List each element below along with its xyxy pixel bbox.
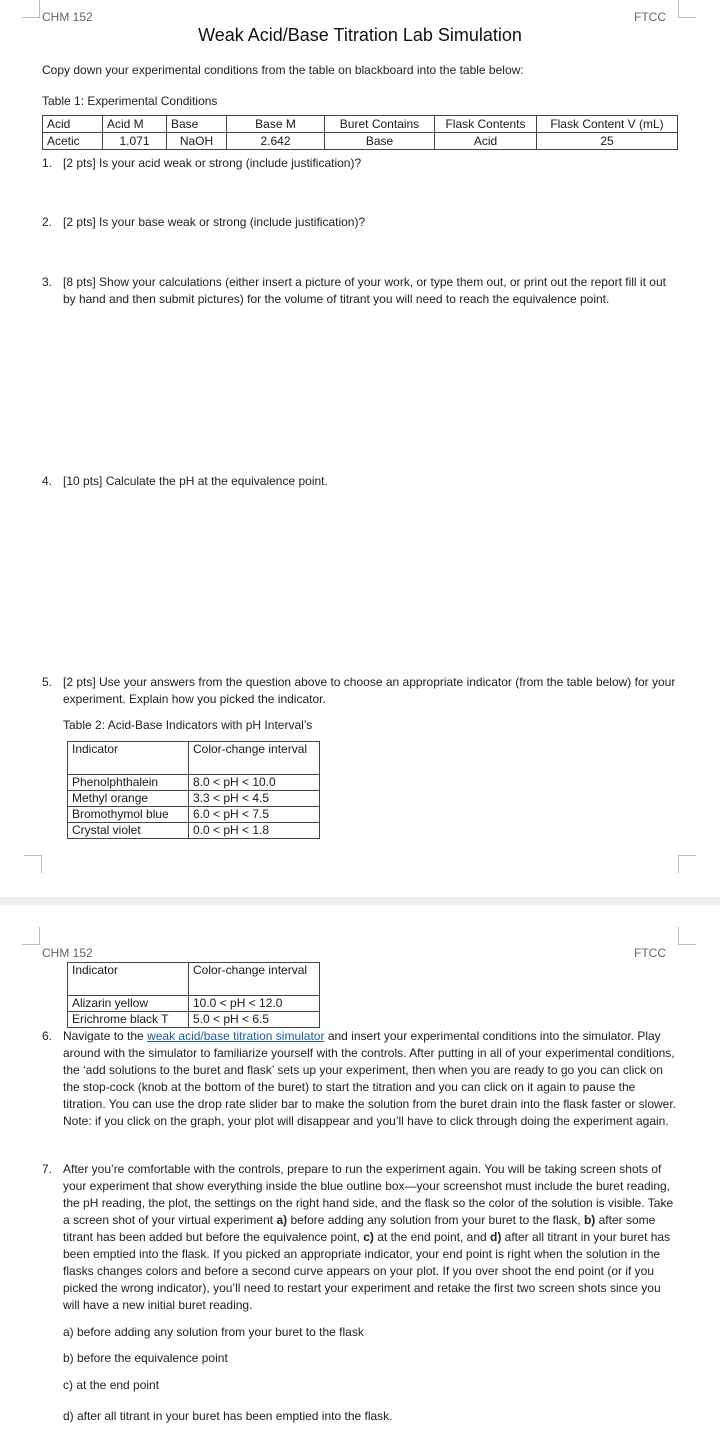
question-text: [2 pts] Is your acid weak or strong (include justification)? <box>63 156 362 170</box>
table-cell: 5.0 < pH < 6.5 <box>189 1012 320 1028</box>
question-number: 7. <box>42 1162 53 1176</box>
table-cell: 8.0 < pH < 10.0 <box>189 775 320 791</box>
question-text <box>63 1161 680 1314</box>
table-cell: 1.071 <box>103 133 167 150</box>
text-run: After you’re comfortable with the controls, prepare to run the experiment again. You will be taking screen shots of your experiment that show everything inside the blue outline box—your screenshot must include the buret reading, the pH reading, the plot, the settings on the right hand side, and the flask so the color of the solution is visible. Take a screen shot of your virtual experiment <box>63 1162 674 1227</box>
table2-caption: Table 2: Acid-Base Indicators with pH Interval’s <box>63 718 313 732</box>
question-number: 1. <box>42 156 53 170</box>
experimental-conditions-table <box>42 115 678 150</box>
header-school: FTCC <box>634 10 666 24</box>
table-header-cell: Acid M <box>103 116 167 133</box>
subitem-b: b) before the equivalence point <box>63 1351 228 1365</box>
table-cell: 2.642 <box>227 133 325 150</box>
question-text: [2 pts] Use your answers from the question above to choose an appropriate indicator (from the table below) for your experiment. Explain how you picked the indicator. <box>63 675 676 706</box>
question-text <box>63 1028 680 1130</box>
question-text: [10 pts] Calculate the pH at the equivalence point. <box>63 474 328 488</box>
bold-label: d) <box>490 1230 502 1244</box>
table-cell: Crystal violet <box>68 823 189 839</box>
text-run: after all titrant in your buret has been emptied into the flask. If you picked an appropriate indicator, your end point is right when the solution in the flasks changes colors and before a second curve appears on your plot. If you over shoot the end point (or if you picked the wrong indicator), you’ll need to restart your experiment and retake the first two screen shots since you will have a new initial buret reading. <box>63 1230 671 1312</box>
text-run: before adding any solution from your buret to the flask, <box>287 1213 584 1227</box>
page-separator <box>0 897 720 905</box>
table-cell: Methyl orange <box>68 791 189 807</box>
subitem-c: c) at the end point <box>63 1378 160 1392</box>
table-cell: Phenolphthalein <box>68 775 189 791</box>
table-row <box>68 996 320 1012</box>
table-header-cell: Base <box>167 116 227 133</box>
simulator-link[interactable]: weak acid/base titration simulator <box>147 1029 325 1043</box>
table-row <box>68 791 320 807</box>
table1-caption: Table 1: Experimental Conditions <box>42 94 218 108</box>
table-row <box>68 775 320 791</box>
question-2 <box>42 214 680 231</box>
bold-label: b) <box>583 1213 596 1227</box>
header-school: FTCC <box>634 946 666 960</box>
table-header-row <box>68 742 320 775</box>
header-course: CHM 152 <box>42 946 93 960</box>
question-text: [8 pts] Show your calculations (either insert a picture of your work, or type them out, or print out the report fill it out by hand and then submit pictures) for the volume of titrant you will need to reach the equivalence point. <box>63 275 666 306</box>
page-2 <box>0 905 720 1440</box>
question-number: 5. <box>42 675 53 689</box>
table-header-row <box>68 963 320 996</box>
question-number: 2. <box>42 215 53 229</box>
table-cell: 25 <box>537 133 678 150</box>
bold-label: c) <box>363 1230 374 1244</box>
table-header-cell: Indicator <box>68 742 189 775</box>
table-cell: Alizarin yellow <box>68 996 189 1012</box>
table-cell: Acid <box>435 133 537 150</box>
question-3 <box>42 274 680 308</box>
table-cell: Erichrome black T <box>68 1012 189 1028</box>
table-cell: 6.0 < pH < 7.5 <box>189 807 320 823</box>
text-run: Navigate to the <box>63 1029 148 1043</box>
table-cell: NaOH <box>167 133 227 150</box>
page-corner-mark <box>678 0 696 18</box>
question-number: 6. <box>42 1029 53 1043</box>
table-header-cell: Buret Contains <box>325 116 435 133</box>
text-run: after some titrant has been added but before the equivalence point, <box>63 1213 656 1244</box>
subitem-d: d) after all titrant in your buret has been emptied into the flask. <box>63 1409 393 1423</box>
table-cell: 10.0 < pH < 12.0 <box>189 996 320 1012</box>
text-run: at the end point, and <box>373 1230 490 1244</box>
table-cell: 3.3 < pH < 4.5 <box>189 791 320 807</box>
table-header-cell: Color-change interval <box>189 963 320 996</box>
question-1 <box>42 155 680 172</box>
page-corner-mark <box>24 855 42 873</box>
table-header-cell: Color-change interval <box>189 742 320 775</box>
question-text: [2 pts] Is your base weak or strong (include justification)? <box>63 215 366 229</box>
question-6 <box>42 1028 680 1130</box>
text-run: and insert your experimental conditions into the simulator. Play around with the simulator to familiarize yourself with the controls. After putting in all of your experimental conditions, the ‘add solutions to the buret and flask’ sets up your experiment, then when you are ready to go you can click on the stop-cock (knob at the bottom of the buret) to start the titration and you can click on it again to pause the titration. You can use the drop rate slider bar to make the solution from the buret drain into the flask faster or slower. Note: if you click on the graph, your plot will disappear and you’ll have to click through doing the experiment again. <box>63 1029 677 1128</box>
table-header-cell: Acid <box>43 116 103 133</box>
intro-text: Copy down your experimental conditions from the table on blackboard into the table below: <box>42 63 524 77</box>
question-5 <box>42 674 680 708</box>
bold-label: a) <box>276 1213 288 1227</box>
question-7 <box>42 1161 680 1314</box>
question-4 <box>42 473 680 490</box>
table-header-row <box>43 116 678 133</box>
table-cell: Bromothymol blue <box>68 807 189 823</box>
page-corner-mark <box>22 0 40 18</box>
table-row <box>43 133 678 150</box>
indicator-table-continued <box>67 962 320 1028</box>
question-number: 4. <box>42 474 53 488</box>
page-corner-mark <box>678 855 696 873</box>
document-title: Weak Acid/Base Titration Lab Simulation <box>198 25 522 45</box>
table-cell: Base <box>325 133 435 150</box>
page-corner-mark <box>678 927 696 945</box>
table-row <box>68 1012 320 1028</box>
table-header-cell: Flask Contents <box>435 116 537 133</box>
page-corner-mark <box>22 927 40 945</box>
table-cell: 0.0 < pH < 1.8 <box>189 823 320 839</box>
subitem-a: a) before adding any solution from your buret to the flask <box>63 1325 364 1339</box>
table-row <box>68 807 320 823</box>
table-cell: Acetic <box>43 133 103 150</box>
header-course: CHM 152 <box>42 10 93 24</box>
table-row <box>68 823 320 839</box>
table-header-cell: Indicator <box>68 963 189 996</box>
table-header-cell: Base M <box>227 116 325 133</box>
table-header-cell: Flask Content V (mL) <box>537 116 678 133</box>
indicator-table <box>67 741 320 839</box>
question-number: 3. <box>42 275 53 289</box>
